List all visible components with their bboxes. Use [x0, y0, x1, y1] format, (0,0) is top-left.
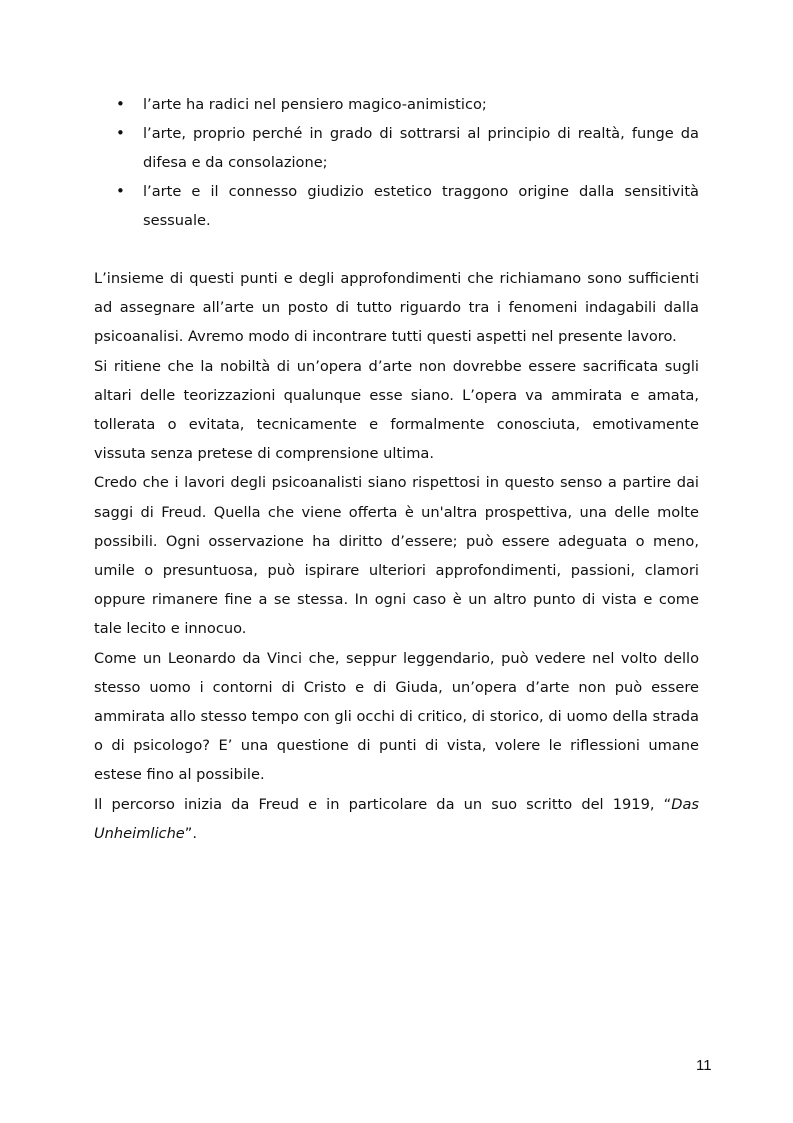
paragraph: Si ritiene che la nobiltà di un’opera d’arte non dovrebbe essere sacrificata sugli altari delle teorizzazioni qualunque esse siano. L’opera va ammirata e amata, tollerata o evitata, tecnicamente e formalmente conosciuta, emotivamente vissuta senza pretese di comprensione ultima.: [94, 357, 699, 463]
paragraph: Credo che i lavori degli psicoanalisti siano rispettosi in questo senso a partire dai saggi di Freud. Quella che viene offerta è un'altra prospettiva, una delle molte possibili. Ogni osservazione ha diritto d’essere; può essere adeguata o meno, umile o presuntuosa, può ispirare ulteriori approfondimenti, passioni, clamori oppure rimanere fine a se stessa. In ogni caso è un altro punto di vista e come tale lecito e innocuo.: [94, 474, 699, 638]
paragraph: Come un Leonardo da Vinci che, seppur leggendario, può vedere nel volto dello stesso uomo i contorni di Cristo e di Giuda, un’opera d’arte non può essere ammirata allo stesso tempo con gli occhi di critico, di storico, di uomo della strada o di psicologo? E’ una questione di punti di vista, volere le riflessioni umane estese fino al possibile.: [94, 649, 699, 784]
bullet-list: [94, 90, 699, 235]
paragraph-final-end: ”.: [184, 824, 197, 842]
paragraph: L’insieme di questi punti e degli approfondimenti che richiamano sono sufficienti ad assegnare all’arte un posto di tutto riguardo tra i fenomeni indagabili dalla psicoanalisi. Avremo modo di incontrare tutti questi aspetti nel presente lavoro.: [94, 270, 699, 346]
paragraph-final-text: Il percorso inizia da Freud e in particolare da un suo scritto del 1919, “: [94, 795, 672, 813]
bullet-item: • l’arte ha radici nel pensiero magico-animistico;: [94, 90, 699, 119]
page-content: [94, 90, 699, 848]
bullet-item: • l’arte, proprio perché in grado di sottrarsi al principio di realtà, funge da difesa e da consolazione;: [94, 119, 699, 177]
body-text: [94, 264, 699, 848]
bullet-item: • l’arte e il connesso giudizio estetico traggono origine dalla sensitività sessuale.: [94, 177, 699, 235]
page-number: 11: [696, 1057, 712, 1074]
work-title: Das Unheimliche: [94, 795, 699, 842]
paragraph-final: [94, 790, 699, 848]
